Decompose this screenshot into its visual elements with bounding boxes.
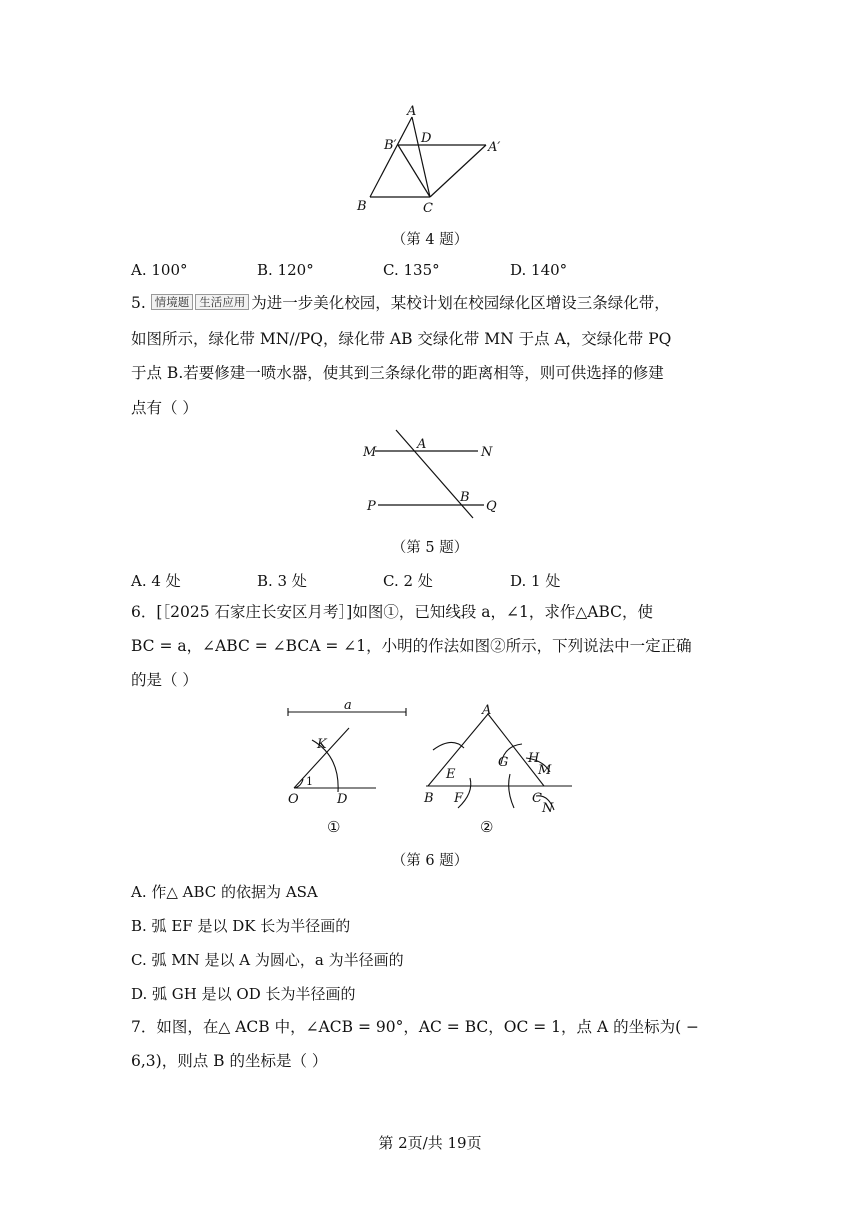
fig5-label-a: A [417,437,427,452]
fig4-label-a: A [407,104,417,119]
fig6-2-label-f: F [454,791,464,806]
figure-6-2-diagram [418,698,588,838]
q6-option-a: A. 作△ ABC 的依据为 ASA [131,883,318,901]
figure-5-diagram [360,425,510,520]
q6-line-3: 的是（ ） [131,671,198,689]
q4-option-d: D. 140° [510,261,568,279]
q5-line-4: 点有（ ） [131,399,198,417]
q6-option-b: B. 弧 EF 是以 DK 长为半径画的 [131,917,351,935]
fig5-label-p: P [367,499,376,514]
fig4-label-d: D [421,131,432,146]
q7-line-2: 6,3)，则点 B 的坐标是（ ） [131,1052,328,1070]
fig6-1-label-o: O [288,792,299,807]
q6-line-2: BC = a，∠ABC = ∠BCA = ∠1，小明的作法如图②所示，下列说法中一定正确 [131,637,692,655]
fig6-2-label-c: C [532,791,542,806]
page-footer: 第 2页/共 19页 [378,1134,482,1152]
q6-line-1: 6．[［2025 石家庄长安区月考］]如图①，已知线段 a，∠1，求作△ABC，使 [131,603,653,621]
fig6-2-label-m: M [538,763,552,778]
q5-option-c: C. 2 处 [383,572,433,590]
fig6-1-label-angle-1: 1 [306,775,313,788]
fig6-2-label-e: E [446,767,456,782]
q4-option-a: A. 100° [131,261,188,279]
fig6-2-label-b: B [424,791,434,806]
fig4-label-a-prime: A′ [488,140,501,155]
q5-tag-life: 生活应用 [195,294,249,310]
q5-line-2: 如图所示，绿化带 MN//PQ，绿化带 AB 交绿化带 MN 于点 A，交绿化带 PQ [131,330,672,348]
q4-option-b: B. 120° [257,261,314,279]
fig5-label-n: N [481,445,493,460]
q5-line-1 [131,292,670,314]
q6-option-d: D. 弧 GH 是以 OD 长为半径画的 [131,985,356,1003]
fig6-1-label-a: a [344,698,352,713]
fig5-label-m: M [363,445,377,460]
fig5-label-b: B [460,490,470,505]
figure-4-caption: （第 4 题） [391,232,469,248]
q5-option-b: B. 3 处 [257,572,307,590]
q5-number: 5. [131,294,146,312]
figure-6-1-diagram [282,698,412,838]
fig5-label-q: Q [486,499,497,514]
q5-text-1: 为进一步美化校园，某校计划在校园绿化区增设三条绿化带， [251,294,670,312]
fig6-2-label-n: N [542,801,554,816]
fig6-1-number: ① [327,818,341,836]
q5-option-a: A. 4 处 [131,572,181,590]
q4-option-c: C. 135° [383,261,440,279]
figure-6-caption: （第 6 题） [391,853,469,869]
fig6-1-label-k: K [317,737,327,752]
fig6-1-label-d: D [337,792,348,807]
q5-tag-scenario: 情境题 [151,294,194,310]
fig4-label-c: C [423,201,433,216]
q5-line-3: 于点 B.若要修建一喷水器，使其到三条绿化带的距离相等，则可供选择的修建 [131,364,664,382]
q7-line-1: 7．如图，在△ ACB 中，∠ACB = 90°，AC = BC，OC = 1，点 A 的坐标为( − [131,1018,700,1036]
figure-5-caption: （第 5 题） [391,540,469,556]
fig4-label-b-prime: B′ [384,138,397,153]
figure-4-diagram [355,100,515,220]
fig6-2-label-a: A [482,703,492,718]
fig6-2-label-h: H [528,751,540,766]
fig6-2-label-g: G [498,755,509,770]
fig6-2-number: ② [480,818,494,836]
q5-option-d: D. 1 处 [510,572,561,590]
fig4-label-b: B [357,199,367,214]
q6-option-c: C. 弧 MN 是以 A 为圆心，a 为半径画的 [131,951,404,969]
